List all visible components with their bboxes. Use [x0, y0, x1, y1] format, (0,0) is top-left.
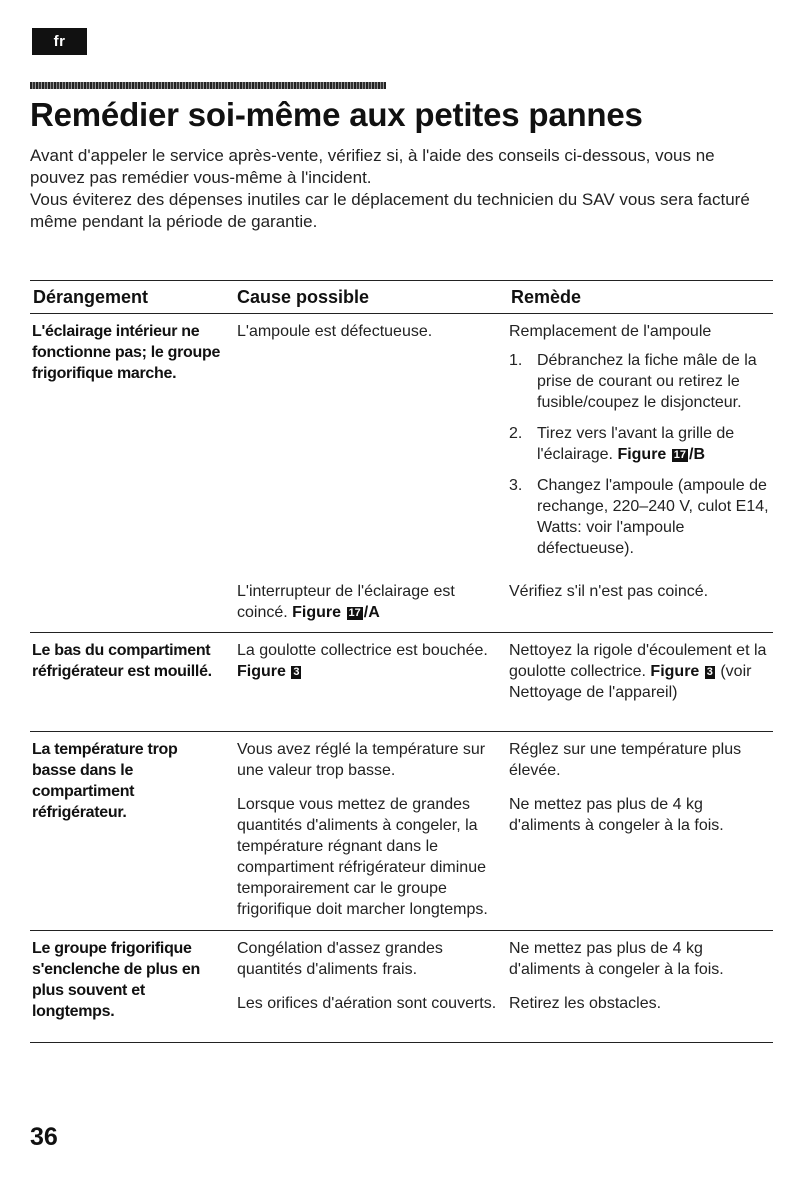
- row-rule: [30, 731, 773, 732]
- table-row-cause: [237, 581, 492, 623]
- figure-reference: [292, 604, 380, 621]
- intro-text: [30, 145, 765, 233]
- remedy-heading: Remplacement de l'ampoule: [509, 323, 712, 340]
- remedy-steps: [509, 350, 771, 559]
- list-item: [509, 423, 771, 465]
- page-title: Remédier soi-même aux petites pannes: [30, 96, 643, 133]
- figure-number-badge: 3: [293, 666, 300, 678]
- table-top-rule: [30, 280, 773, 281]
- table-row-remedy: Réglez sur une température plus élevée.: [509, 741, 742, 779]
- step-text: Tirez vers l'avant la grille de l'éclairage.: [537, 425, 735, 463]
- table-row-problem: Le groupe frigorifique s'enclenche de plus en plus souvent et longtemps.: [32, 940, 200, 1020]
- table-row-remedy: Retirez les obstacles.: [509, 995, 662, 1012]
- figure-reference: [650, 663, 715, 680]
- figure-number-badge: 3: [706, 666, 713, 678]
- page-number: 36: [30, 1123, 58, 1151]
- figure-suffix: /A: [363, 604, 380, 621]
- figure-suffix: /B: [689, 446, 706, 463]
- table-row-cause: Vous avez réglé la température sur une valeur trop basse.: [237, 741, 486, 779]
- table-row-problem: L'éclairage intérieur ne fonctionne pas; le groupe frigorifique marche.: [32, 323, 221, 382]
- table-row-remedy: [509, 640, 771, 703]
- table-row-cause: Les orifices d'aération sont couverts.: [237, 995, 497, 1012]
- step-number: 2.: [509, 425, 523, 442]
- intro-paragraph: Avant d'appeler le service après-vente, vérifiez si, à l'aide des conseils ci-dessous, vous ne pouvez pas remédier vous-même à l'incident.: [30, 146, 715, 187]
- list-item: [509, 350, 771, 413]
- header-rule: [30, 313, 773, 314]
- step-text: Débranchez la fiche mâle de la prise de courant ou retirez le fusible/coupez le disjoncteur.: [537, 352, 757, 411]
- table-row-cause: L'ampoule est défectueuse.: [237, 323, 433, 340]
- figure-label: Figure: [237, 663, 286, 680]
- table-row-cause: Congélation d'assez grandes quantités d'aliments frais.: [237, 940, 443, 978]
- language-badge: fr: [32, 28, 87, 55]
- remedy-note: (voir Nettoyage de l'appareil): [509, 663, 752, 701]
- figure-label: Figure: [292, 604, 342, 621]
- row-rule: [30, 632, 773, 633]
- figure-reference: [617, 446, 705, 463]
- figure-number-badge: 17: [673, 449, 687, 461]
- title-decoration-bar: [30, 82, 386, 89]
- table-row-problem: Le bas du compartiment réfrigérateur est mouillé.: [32, 642, 212, 680]
- column-header-problem: Dérangement: [33, 287, 149, 307]
- step-text: Changez l'ampoule (ampoule de rechange, 220–240 V, culot E14, Watts: voir l'ampoule défectueuse).: [537, 477, 769, 557]
- table-row-cause: [237, 640, 499, 682]
- figure-label: Figure: [650, 663, 700, 680]
- figure-label: Figure: [617, 446, 667, 463]
- table-row-remedy: Vérifiez s'il n'est pas coincé.: [509, 583, 709, 600]
- table-row-remedy: Ne mettez pas plus de 4 kg d'aliments à congeler à la fois.: [509, 796, 724, 834]
- cause-text: La goulotte collectrice est bouchée.: [237, 642, 488, 659]
- step-number: 1.: [509, 352, 523, 369]
- column-header-remedy: Remède: [511, 287, 582, 307]
- figure-number-badge: 17: [348, 607, 361, 619]
- table-row-remedy: Ne mettez pas plus de 4 kg d'aliments à congeler à la fois.: [509, 940, 724, 978]
- list-item: [509, 475, 771, 559]
- remedy-text: Nettoyez la rigole d'écoulement et la goulotte collectrice.: [509, 642, 767, 680]
- row-rule: [30, 930, 773, 931]
- table-row-remedy: [509, 321, 771, 569]
- table-row-cause: Lorsque vous mettez de grandes quantités d'aliments à congeler, la température régnant dans le compartiment réfrigérateur diminue temporairement car le groupe frigorifique doit marcher longtemps.: [237, 796, 488, 918]
- cause-text: L'interrupteur de l'éclairage est coincé.: [237, 583, 455, 621]
- table-bottom-rule: [30, 1042, 773, 1043]
- figure-reference: [237, 663, 302, 680]
- column-header-cause: Cause possible: [237, 287, 370, 307]
- step-number: 3.: [509, 477, 523, 494]
- table-row-problem: La température trop basse dans le compartiment réfrigérateur.: [32, 741, 178, 821]
- intro-paragraph: Vous éviterez des dépenses inutiles car le déplacement du technicien du SAV vous sera facturé même pendant la période de garantie.: [30, 190, 750, 231]
